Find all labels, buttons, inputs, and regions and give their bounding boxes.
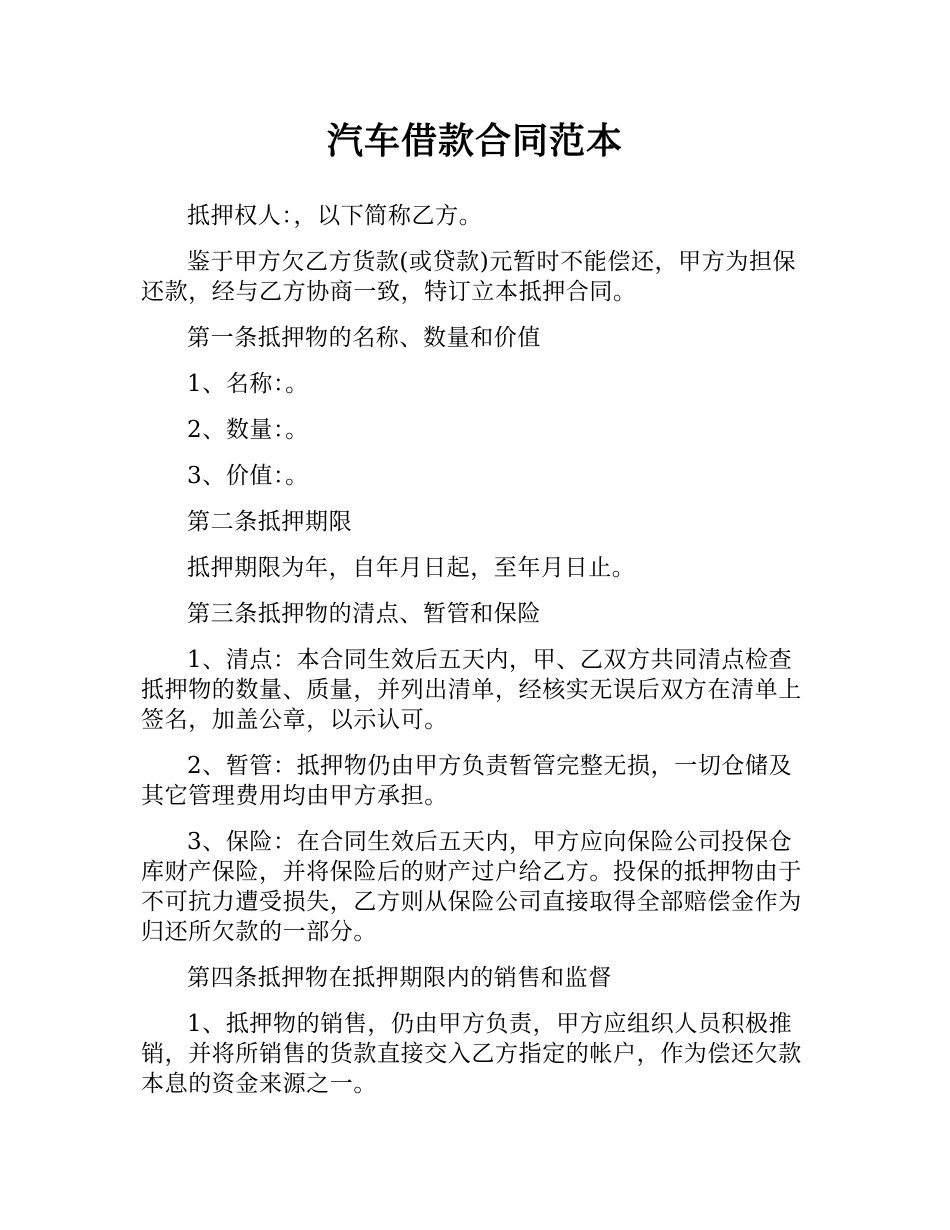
heading-article-4: 第四条抵押物在抵押期限内的销售和监督 — [187, 965, 612, 991]
document-title: 汽车借款合同范本 — [326, 121, 623, 162]
heading-article-2: 第二条抵押期限 — [187, 509, 353, 535]
paragraph-mortgagee: 抵押权人：，以下简称乙方。 — [187, 203, 483, 229]
paragraph-mortgage-term: 抵押期限为年，自年月日起，至年月日止。 — [187, 555, 636, 581]
paragraph-item-value: 3、价值：。 — [187, 463, 309, 489]
paragraph-inventory-check: 1、清点：本合同生效后五天内，甲、乙双方共同清点检查抵押物的数量、质量，并列出清单，经核实无误后双方在清单上签名，加盖公章，以示认可。 — [141, 647, 802, 733]
paragraph-custody: 2、暂管：抵押物仍由甲方负责暂管完整无损，一切仓储及其它管理费用均由甲方承担。 — [141, 753, 793, 809]
paragraph-insurance: 3、保险：在合同生效后五天内，甲方应向保险公司投保仓库财产保险，并将保险后的财产过户给乙方。投保的抵押物由于不可抗力遭受损失，乙方则从保险公司直接取得全部赔偿金作为归还所欠款的一部分。 — [141, 829, 802, 945]
paragraph-preamble: 鉴于甲方欠乙方货款(或贷款)元暂时不能偿还，甲方为担保还款，经与乙方协商一致，特订立本抵押合同。 — [141, 249, 797, 305]
heading-article-3: 第三条抵押物的清点、暂管和保险 — [187, 601, 541, 627]
paragraph-item-name: 1、名称：。 — [187, 371, 309, 397]
paragraph-item-quantity: 2、数量：。 — [187, 417, 309, 443]
paragraph-sales: 1、抵押物的销售，仍由甲方负责，甲方应组织人员积极推销，并将所销售的货款直接交入乙方指定的帐户，作为偿还欠款本息的资金来源之一。 — [141, 1011, 802, 1097]
heading-article-1: 第一条抵押物的名称、数量和价值 — [187, 325, 541, 351]
document-body — [141, 201, 813, 1115]
